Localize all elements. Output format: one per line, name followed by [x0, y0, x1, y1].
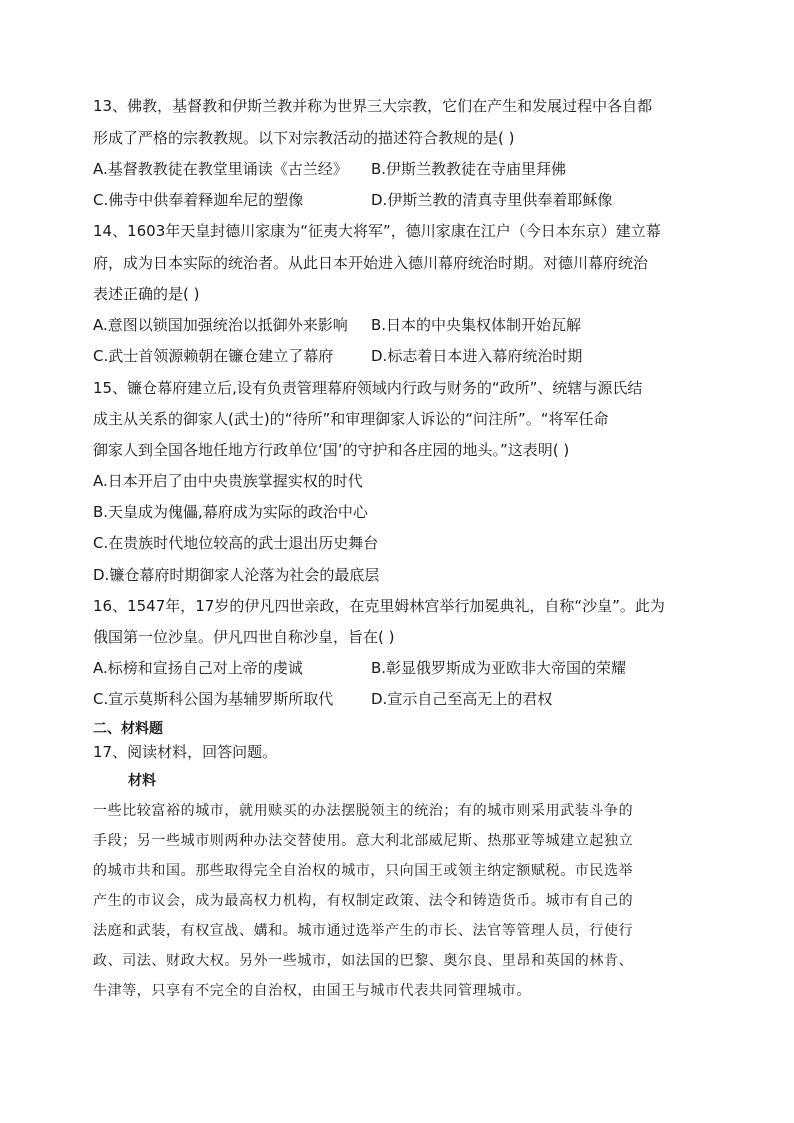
material-line-4: 产生的市议会，成为最高权力机构，有权制定政策、法令和铸造货币。城市有自己的	[93, 893, 634, 909]
question-14-stem-line-2: 府，成为日本实际的统治者。从此日本开始进入德川幕府统治时期。对德川幕府统治	[93, 254, 649, 272]
question-13-option-a: A.基督教教徒在教堂里诵读《古兰经》	[93, 160, 348, 178]
question-16-stem-line-1: 16、1547年，17岁的伊凡四世亲政，在克里姆林宫举行加冕典礼，自称“沙皇”。此为	[93, 597, 665, 615]
question-16-option-a: A.标榜和宣扬自己对上帝的虔诚	[93, 659, 303, 677]
question-15-option-b: B.天皇成为傀儡,幕府成为实际的政治中心	[93, 503, 368, 521]
material-line-5: 法庭和武装，有权宣战、媾和。城市通过选举产生的市长、法官等管理人员，行使行	[93, 923, 634, 939]
question-16-stem-line-2: 俄国第一位沙皇。伊凡四世自称沙皇，旨在( )	[93, 628, 395, 646]
question-14-option-c: C.武士首领源赖朝在镰仓建立了幕府	[93, 347, 334, 365]
question-14-option-d: D.标志着日本进入幕府统治时期	[371, 347, 583, 365]
question-13-stem-line-2: 形成了严格的宗教教规。以下对宗教活动的描述符合教规的是( )	[93, 129, 515, 147]
section-title: 二、材料题	[93, 721, 163, 737]
question-14-option-b: B.日本的中央集权体制开始瓦解	[371, 316, 582, 334]
question-15-option-c: C.在贵族时代地位较高的武士退出历史舞台	[93, 534, 379, 552]
question-15-stem-line-1: 15、镰仓幕府建立后,设有负责管理幕府领域内行政与财务的“政所”、统辖与源氏结	[93, 379, 643, 397]
material-line-1: 一些比较富裕的城市，就用赎买的办法摆脱领主的统治；有的城市则采用武装斗争的	[93, 803, 634, 819]
material-line-6: 政、司法、财政大权。另外一些城市，如法国的巴黎、奥尔良、里昂和英国的林肯、	[93, 953, 634, 969]
material-title: 材料	[128, 773, 156, 789]
question-17-stem: 17、阅读材料，回答问题。	[93, 743, 278, 761]
material-line-2: 手段；另一些城市则两种办法交替使用。意大利北部威尼斯、热那亚等城建立起独立	[93, 833, 634, 849]
question-16-option-b: B.彰显俄罗斯成为亚欧非大帝国的荣耀	[371, 659, 627, 677]
question-15-option-d: D.镰仓幕府时期御家人沦落为社会的最底层	[93, 566, 380, 584]
question-13-option-c: C.佛寺中供奉着释迦牟尼的塑像	[93, 191, 304, 209]
question-14-stem-line-3: 表述正确的是( )	[93, 285, 200, 303]
question-15-stem-line-3: 御家人到全国各地任地方行政单位‘国’的守护和各庄园的地头。”这表明( )	[93, 441, 570, 459]
material-line-3: 的城市共和国。那些取得完全自治权的城市，只向国王或领主纳定额赋税。市民选举	[93, 863, 634, 879]
question-13-option-b: B.伊斯兰教教徒在寺庙里拜佛	[371, 160, 567, 178]
question-15-option-a: A.日本开启了由中央贵族掌握实权的时代	[93, 472, 363, 490]
question-16-option-c: C.宣示莫斯科公国为基辅罗斯所取代	[93, 690, 334, 708]
question-13-stem-line-1: 13、佛教，基督教和伊斯兰教并称为世界三大宗教，它们在产生和发展过程中各自都	[93, 97, 653, 115]
question-14-option-a: A.意图以锁国加强统治以抵御外来影响	[93, 316, 348, 334]
question-15-stem-line-2: 成主从关系的御家人(武士)的“待所”和审理御家人诉讼的“问注所”。“将军任命	[93, 410, 609, 428]
question-14-stem-line-1: 14、1603年天皇封德川家康为“征夷大将军”，德川家康在江户（今日本东京）建立幕	[93, 222, 661, 240]
question-16-option-d: D.宣示自己至高无上的君权	[371, 690, 553, 708]
question-13-option-d: D.伊斯兰教的清真寺里供奉着耶稣像	[371, 191, 613, 209]
material-line-7: 牛津等，只享有不完全的自治权，由国王与城市代表共同管理城市。	[93, 983, 531, 999]
